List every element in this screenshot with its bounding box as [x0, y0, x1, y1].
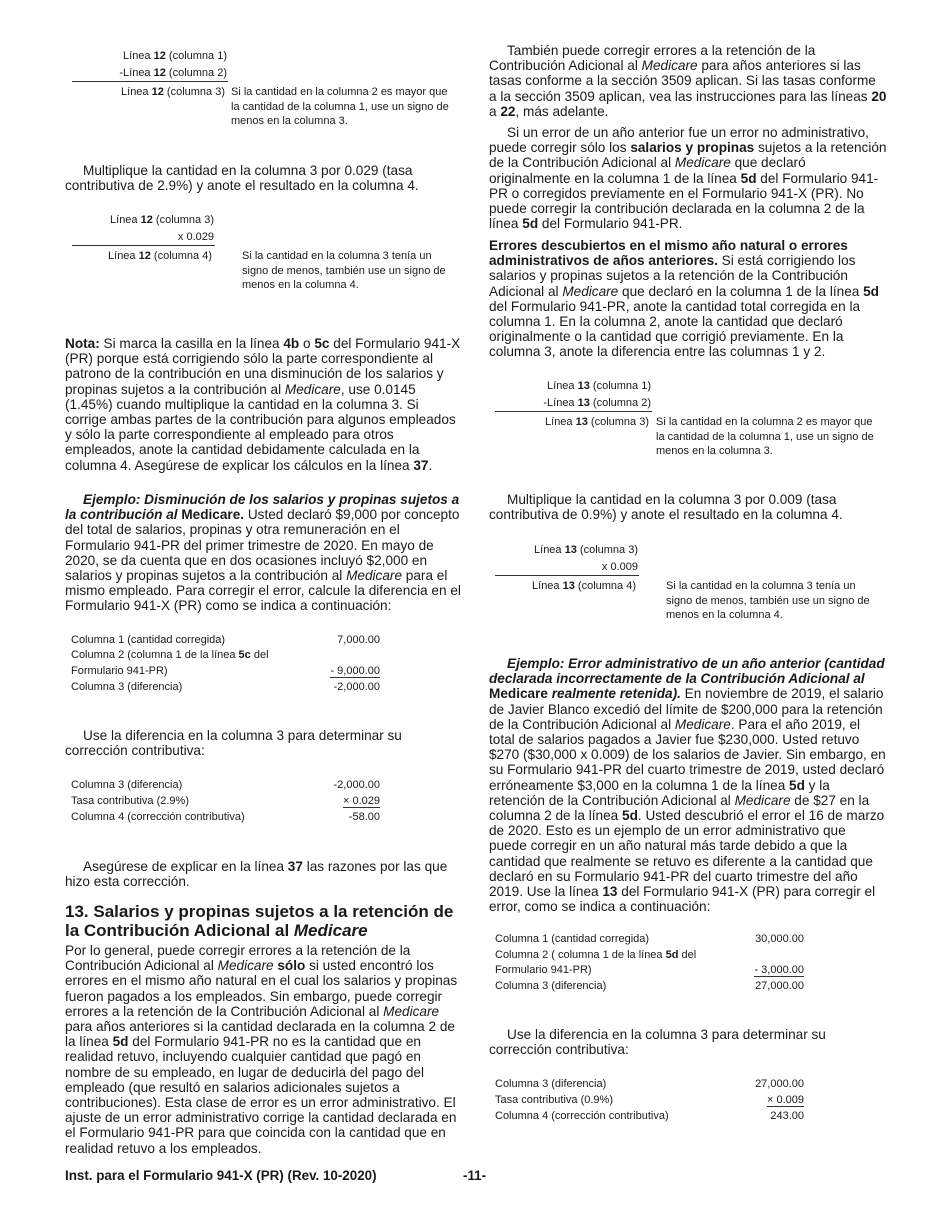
- table-row-label: Columna 1 (cantidad corregida): [495, 933, 650, 945]
- table-row-label: Formulario 941-PR): [495, 964, 592, 976]
- multiply-instruction: Multiplique la cantidad en la columna 3 por 0.029 (tasa contributiva de 2.9%) y anote el resultado en la columna 4.: [65, 163, 419, 194]
- table-row-label: Columna 2 ( columna 1 de la línea 5d del: [495, 949, 697, 961]
- page-number: -11-: [463, 1168, 487, 1183]
- use-difference-instruction: Use la diferencia en la columna 3 para determinar su corrección contributiva:: [489, 1027, 826, 1058]
- calc-rule: [495, 575, 639, 576]
- table-row-label: Tasa contributiva (2.9%): [71, 795, 189, 807]
- section-13-paragraph: Por lo general, puede corregir errores a la retención de la Contribución Adicional al Medicare sólo si usted encontró los errores en el mismo año natural en el cual los salarios y propinas fueron pagados a los empleados. Sin embargo, puede corregir errores a la retención de la Contribución Adicional al Medicare para años anteriores si la cantidad declarada en la columna 2 de la línea 5d del Formulario 941-PR no es la cantidad que en realidad retuvo, incluyendo cualquier cantidad que pagó en nombre de su empleado, en lugar de deducirla del pago del empleado (que resultó en salarios adicionales sujetos a contribuciones). Esta clase de error es un error administrativo. El ajuste de un error administrativo corrige la cantidad declarada en el Formulario 941-PR para que coincida con la cantidad que en realidad retuvo a los empleados.: [65, 943, 458, 1156]
- nota-paragraph: Nota: Si marca la casilla en la línea 4b o 5c del Formulario 941-X (PR) porque está corrigiendo sólo la parte correspondiente al patrono de la contribución en una disminución de los salarios y propinas sujetos a la contribución al Medicare, use 0.0145 (1.45%) cuando multiplique la cantidad en la columna 3. Si corrige ambas partes de la contribución para algunos empleados y sólo la parte correspondiente al empleado para otros empleados, anote la cantidad debidamente calculada en la columna 4. Asegúrese de explicar los cálculos en la línea 37.: [65, 336, 461, 473]
- calc-note: Si la cantidad en la columna 2 es mayor que la cantidad de la columna 1, use un signo de menos en la columna 3.: [656, 416, 874, 457]
- table-row-value: -58.00: [348, 811, 380, 823]
- table-row-label: Columna 3 (diferencia): [495, 980, 607, 992]
- calc-note: Si la cantidad en la columna 2 es mayor que la cantidad de la columna 1, use un signo de menos en la columna 3.: [231, 86, 449, 127]
- calc-note: Si la cantidad en la columna 3 tenía un signo de menos, también use un signo de menos en la columna 4.: [242, 250, 446, 291]
- table-row-value: × 0.029: [342, 795, 380, 807]
- table-row-label: Columna 4 (corrección contributiva): [495, 1110, 669, 1122]
- use-difference-instruction: Use la diferencia en la columna 3 para determinar su corrección contributiva:: [65, 728, 402, 759]
- calc-rule: [495, 411, 652, 412]
- calc-note: Si la cantidad en la columna 3 tenía un signo de menos, también use un signo de menos en la columna 4.: [666, 580, 870, 621]
- explain-instruction: Asegúrese de explicar en la línea 37 las razones por las que hizo esta corrección.: [65, 859, 448, 890]
- footer-form-title: Inst. para el Formulario 941-X (PR) (Rev. 10-2020): [65, 1168, 377, 1183]
- calc-line1: Línea 12 (columna 1): [123, 50, 227, 62]
- table-row-value: - 9,000.00: [330, 665, 380, 677]
- table-row-value: 7,000.00: [337, 634, 380, 646]
- calc-line2: -Línea 12 (columna 2): [119, 67, 227, 79]
- table-row-label: Columna 4 (corrección contributiva): [71, 811, 245, 823]
- table-row-label: Columna 3 (diferencia): [71, 681, 183, 693]
- calc-line1: Línea 13 (columna 3): [534, 544, 638, 556]
- calc-line3: Línea 13 (columna 4): [532, 580, 636, 592]
- same-year-errors-paragraph: Errores descubiertos en el mismo año natural o errores administrativos de años anteriores. Si está corrigiendo los salarios y propinas sujetos a la retención de la Contribución Adicional al Medicare que declaró en la columna 1 de la línea 5d del Formulario 941-PR, anote la cantidad total corregida en la columna 1. En la columna 2, anote la cantidad que declaró originalmente o la cantidad que corrigió previamente. En la columna 3, anote la diferencia entre las columnas 1 y 2.: [489, 238, 879, 360]
- table-row-value: - 3,000.00: [754, 964, 804, 976]
- calc-line2: -Línea 13 (columna 2): [543, 397, 651, 409]
- calc-line2: x 0.029: [177, 231, 214, 243]
- table-row-value: × 0.009: [766, 1094, 804, 1106]
- calc-line2: x 0.009: [601, 561, 638, 573]
- table-row-value: 27,000.00: [755, 1078, 804, 1090]
- table-row-value: 243.00: [770, 1110, 804, 1122]
- calc-line3: Línea 12 (columna 3): [121, 86, 225, 98]
- table-row-value: 27,000.00: [755, 980, 804, 992]
- section-heading-13: 13. Salarios y propinas sujetos a la retención de la Contribución Adicional al Medicare: [65, 902, 454, 940]
- table-row-label: Columna 1 (cantidad corregida): [71, 634, 226, 646]
- calc-rule: [72, 245, 215, 246]
- prior-year-3509-paragraph: También puede corregir errores a la retención de la Contribución Adicional al Medicare para años anteriores si las tasas conforme a la sección 3509 aplican. Si las tasas conforme a la sección 3509 aplican, vea las instrucciones para las líneas 20 a 22, más adelante.: [489, 43, 887, 119]
- calc-line1: Línea 12 (columna 3): [110, 214, 214, 226]
- calc-line1: Línea 13 (columna 1): [547, 380, 651, 392]
- table-row-value: 30,000.00: [755, 933, 804, 945]
- multiply-instruction: Multiplique la cantidad en la columna 3 por 0.009 (tasa contributiva de 0.9%) y anote el resultado en la columna 4.: [489, 492, 843, 523]
- nonadministrative-error-paragraph: Si un error de un año anterior fue un error no administrativo, puede corregir sólo los salarios y propinas sujetos a la retención de la Contribución Adicional al Medicare que declaró originalmente en la columna 1 de la línea 5d del Formulario 941-PR o corregidos previamente en el Formulario 941-X (PR). No puede corregir la contribución declarada en la columna 2 de la línea 5d del Formulario 941-PR.: [489, 125, 887, 232]
- calc-line3: Línea 12 (columna 4): [108, 250, 212, 262]
- calc-line3: Línea 13 (columna 3): [545, 416, 649, 428]
- table-row-value: -2,000.00: [333, 779, 380, 791]
- table-row-label: Formulario 941-PR): [71, 665, 168, 677]
- calc-rule: [72, 81, 228, 82]
- table-row-label: Columna 3 (diferencia): [495, 1078, 607, 1090]
- example-paragraph: Ejemplo: Disminución de los salarios y propinas sujetos a la contribución al Medicare. Usted declaró $9,000 por concepto del total de salarios, propinas y otra remuneración en el Formulario 941-PR del primer trimestre de 2020. En mayo de 2020, se da cuenta que en dos ocasiones incluyó $2,000 en salarios y propinas sujetos a la contribución al Medicare para el mismo empleado. Para corregir el error, calcule la diferencia en el Formulario 941-X (PR) como se indica a continuación:: [65, 492, 461, 614]
- example-paragraph: Ejemplo: Error administrativo de un año anterior (cantidad declarada incorrectamente de la Contribución Adicional al Medicare realmente retenida). En noviembre de 2019, el salario de Javier Blanco excedió del límite de $200,000 para la retención de la Contribución Adicional al Medicare. Para el año 2019, el total de salarios pagados a Javier fue $230,000. Usted retuvo $270 ($30,000 x 0.009) de los salarios de Javier. Sin embargo, en su Formulario 941-PR del cuarto trimestre de 2019, usted declaró erróneamente $3,000 en la columna 1 de la línea 5d y la retención de la Contribución Adicional al Medicare de $27 en la columna 2 de la línea 5d. Usted descubrió el error el 16 de marzo de 2020. Esto es un ejemplo de un error administrativo que puede corregir en un año natural más tarde debido a que la cantidad que realmente se retuvo es diferente a la cantidad que declaró en su Formulario 941-PR del cuarto trimestre del año 2019. Use la línea 13 del Formulario 941-X (PR) para corregir el error, como se indica a continuación:: [489, 656, 886, 915]
- table-row-label: Tasa contributiva (0.9%): [495, 1094, 613, 1106]
- table-row-label: Columna 3 (diferencia): [71, 779, 183, 791]
- table-row-value: -2,000.00: [333, 681, 380, 693]
- table-row-label: Columna 2 (columna 1 de la línea 5c del: [71, 649, 269, 661]
